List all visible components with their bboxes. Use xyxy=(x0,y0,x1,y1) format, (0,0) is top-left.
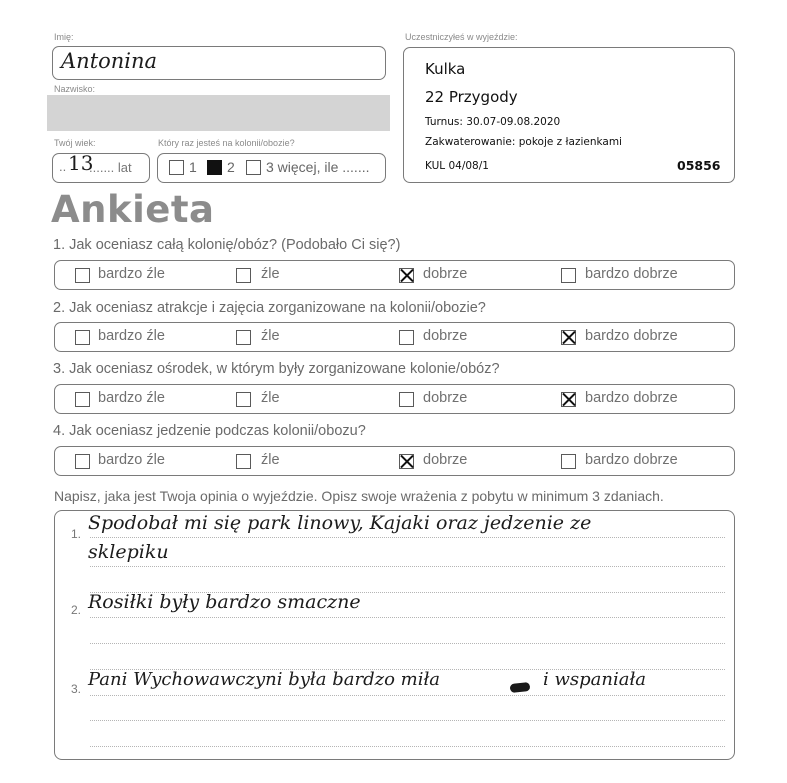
question-4-answers xyxy=(54,446,735,476)
answer-2-number: 2. xyxy=(71,603,82,617)
surname-redacted xyxy=(47,95,390,131)
times-checkbox-3[interactable] xyxy=(246,160,261,175)
ruled-line xyxy=(90,746,725,747)
answer-3-number: 3. xyxy=(71,682,82,696)
age-dots-after: ....... lat xyxy=(89,160,132,175)
q3-checkbox-zle[interactable] xyxy=(236,392,251,407)
answer-1-number: 1. xyxy=(71,527,82,541)
times-checkbox-2[interactable] xyxy=(207,160,222,175)
q1-option-zle: źle xyxy=(261,266,280,282)
trip-number: 05856 xyxy=(677,158,721,173)
survey-title: Ankieta xyxy=(51,188,215,231)
answer-1-line2: sklepiku xyxy=(88,541,169,563)
question-3: 3. Jak oceniasz ośrodek, w którym były zorganizowane kolonie/obóz? xyxy=(53,361,500,377)
times-checkbox-1[interactable] xyxy=(169,160,184,175)
q4-checkbox-bardzo-dobrze[interactable] xyxy=(561,454,576,469)
q1-checkbox-zle[interactable] xyxy=(236,268,251,283)
q3-checkbox-dobrze[interactable] xyxy=(399,392,414,407)
q4-option-zle: źle xyxy=(261,452,280,468)
times-option-2: 2 xyxy=(227,159,235,175)
q2-option-bardzo-dobrze: bardzo dobrze xyxy=(585,328,678,344)
ruled-line xyxy=(90,537,725,538)
ruled-line xyxy=(90,720,725,721)
q3-option-dobrze: dobrze xyxy=(423,390,468,406)
q3-option-zle: źle xyxy=(261,390,280,406)
times-label: Który raz jesteś na kolonii/obozie? xyxy=(158,138,295,148)
q1-checkbox-bardzo-dobrze[interactable] xyxy=(561,268,576,283)
q2-checkbox-bardzo-zle[interactable] xyxy=(75,330,90,345)
answer-3-line1b: i wspaniała xyxy=(543,669,647,690)
q3-option-bardzo-dobrze: bardzo dobrze xyxy=(585,390,678,406)
q2-checkbox-bardzo-dobrze[interactable] xyxy=(561,330,576,345)
q4-checkbox-bardzo-zle[interactable] xyxy=(75,454,90,469)
q2-checkbox-dobrze[interactable] xyxy=(399,330,414,345)
trip-box xyxy=(403,47,735,183)
trip-line1: Kulka xyxy=(425,60,466,78)
question-3-answers xyxy=(54,384,735,414)
name-field[interactable] xyxy=(52,46,386,80)
ruled-line xyxy=(90,617,725,618)
q2-checkbox-zle[interactable] xyxy=(236,330,251,345)
answer-2-line1: Rosiłki były bardzo smaczne xyxy=(88,591,361,613)
question-2: 2. Jak oceniasz atrakcje i zajęcia zorganizowane na kolonii/obozie? xyxy=(53,300,486,316)
q4-checkbox-zle[interactable] xyxy=(236,454,251,469)
q1-checkbox-dobrze[interactable] xyxy=(399,268,414,283)
answer-1-line1: Spodobał mi się park linowy, Kajaki oraz jedzenie ze xyxy=(88,512,592,534)
question-2-answers xyxy=(54,322,735,352)
question-1-answers xyxy=(54,260,735,290)
q1-option-dobrze: dobrze xyxy=(423,266,468,282)
age-value: 13 xyxy=(68,151,94,175)
opinion-prompt: Napisz, jaka jest Twoja opinia o wyjeździe. Opisz swoje wrażenia z pobytu w minimum 3 zdaniach. xyxy=(54,488,664,504)
ruled-line xyxy=(90,566,725,567)
trip-turnus: Turnus: 30.07-09.08.2020 xyxy=(425,116,561,128)
times-option-3: 3 więcej, ile ....... xyxy=(266,159,370,175)
age-dots-before: .. xyxy=(59,159,67,174)
q3-checkbox-bardzo-dobrze[interactable] xyxy=(561,392,576,407)
q4-option-bardzo-zle: bardzo źle xyxy=(98,452,165,468)
q3-option-bardzo-zle: bardzo źle xyxy=(98,390,165,406)
trip-zakwaterowanie: Zakwaterowanie: pokoje z łazienkami xyxy=(425,136,622,148)
age-field[interactable] xyxy=(52,153,150,183)
q4-option-bardzo-dobrze: bardzo dobrze xyxy=(585,452,678,468)
ruled-line xyxy=(90,643,725,644)
question-1: 1. Jak oceniasz całą kolonię/obóz? (Podobało Ci się?) xyxy=(53,237,401,253)
q4-option-dobrze: dobrze xyxy=(423,452,468,468)
q4-checkbox-dobrze[interactable] xyxy=(399,454,414,469)
age-label: Twój wiek: xyxy=(54,138,96,148)
trip-code: KUL 04/08/1 xyxy=(425,160,489,172)
answer-3-line1: Pani Wychowawczyni była bardzo miła xyxy=(88,669,441,690)
question-4: 4. Jak oceniasz jedzenie podczas kolonii/obozu? xyxy=(53,423,366,439)
surname-label: Nazwisko: xyxy=(54,84,96,94)
q2-option-bardzo-zle: bardzo źle xyxy=(98,328,165,344)
times-option-1: 1 xyxy=(189,159,197,175)
trip-label: Uczestniczyłeś w wyjeździe: xyxy=(405,32,518,42)
q3-checkbox-bardzo-zle[interactable] xyxy=(75,392,90,407)
trip-line2: 22 Przygody xyxy=(425,88,518,106)
name-value: Antonina xyxy=(61,49,158,73)
q2-option-dobrze: dobrze xyxy=(423,328,468,344)
q1-option-bardzo-zle: bardzo źle xyxy=(98,266,165,282)
q1-checkbox-bardzo-zle[interactable] xyxy=(75,268,90,283)
name-label: Imię: xyxy=(54,32,74,42)
times-field xyxy=(157,153,386,183)
q2-option-zle: źle xyxy=(261,328,280,344)
ruled-line xyxy=(90,695,725,696)
q1-option-bardzo-dobrze: bardzo dobrze xyxy=(585,266,678,282)
